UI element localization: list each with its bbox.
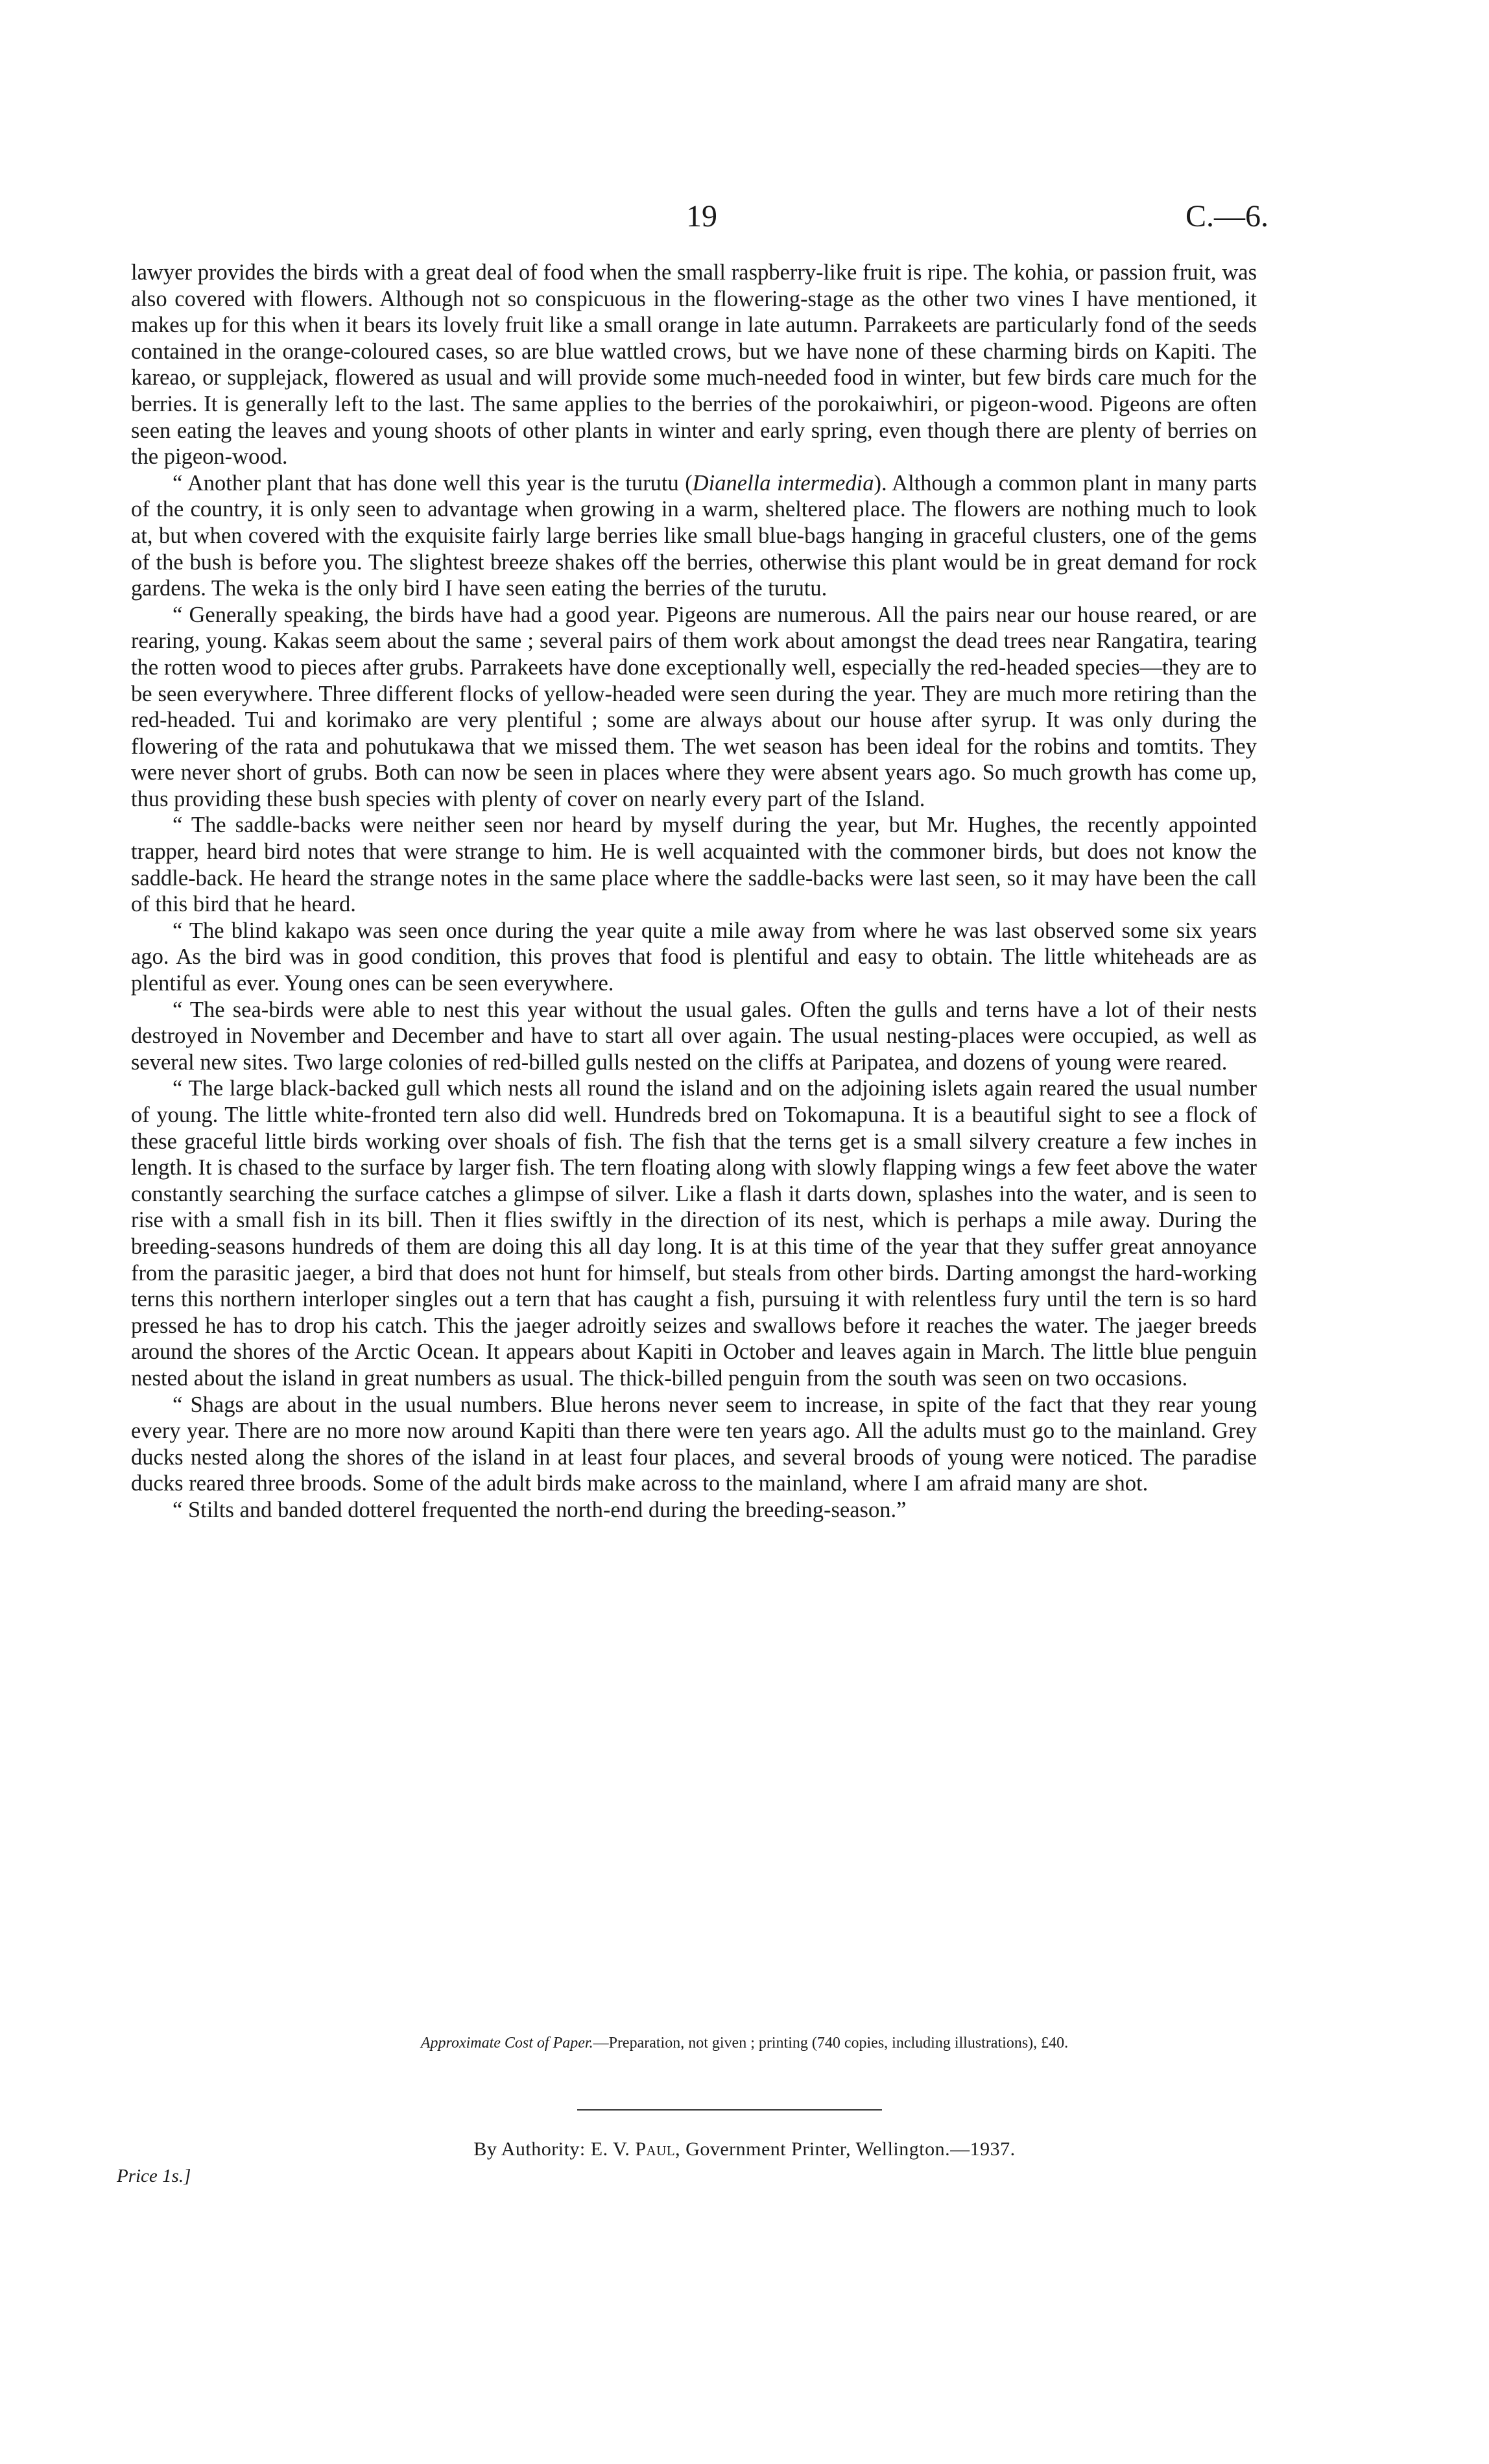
authority-pre: By Authority: E. V. [473,2138,636,2160]
paragraph-gulls-terns: “ The large black-backed gull which nests all round the island and on the adjoining islets again reared the usual number of young. The little white-fronted tern also did well. Hundreds bred on Tokomapuna. It is a beautiful sight to see a flock of these graceful little birds working over shoals of fish. The fish that the terns get is a small silvery creature a few inches in length. It is chased to the surface by larger fish. The tern floating along with slowly flapping wings a few feet above the water constantly searching the surface catches a glimpse of silver. Like a flash it darts down, splashes into the water, and is seen to rise with a small fish in its bill. Then it flies swiftly in the direction of its nest, which is perhaps a mile away. During the breeding-seasons hundreds of them are doing this all day long. It is at this time of the year that they suffer great annoyance from the parasitic jaeger, a bird that does not hunt for himself, but steals from other birds. Darting amongst the hard-working terns this northern interloper singles out a tern that has caught a fish, pursuing it with relentless fury until the tern is so hard pressed he has to drop his catch. This the jaeger adroitly seizes and swallows before it reaches the water. The jaeger breeds around the shores of the Arctic Ocean. It appears about Kapiti in October and leaves again in March. The little blue penguin nested about the island in great numbers as usual. The thick-billed penguin from the south was seen on two occasions. [131,1076,1257,1391]
authority-post: , Government Printer, Wellington.—1937. [675,2138,1016,2160]
body-text [131,259,1257,1524]
footer-divider [577,2109,882,2111]
cost-note-label: Approximate Cost of Paper. [420,2035,593,2051]
paragraph-turutu-pre: “ Another plant that has done well this year is the turutu ( [173,470,693,496]
paragraph-lawyer-vines: lawyer provides the birds with a great deal of food when the small raspberry-like fruit is ripe. The kohia, or passion fruit, was also covered with flowers. Although not so conspicuous in the flowering-stage as the other two vines I have mentioned, it makes up for this when it bears its lovely fruit like a small orange in late autumn. Parrakeets are particularly fond of the seeds contained in the orange-coloured cases, so are blue wattled crows, but we have none of these charming birds on Kapiti. The kareao, or supplejack, flowered as usual and will provide some much-needed food in winter, but few birds care much for the berries. It is generally left to the last. The same applies to the berries of the porokaiwhiri, or pigeon-wood. Pigeons are often seen eating the leaves and young shoots of other plants in winter and early spring, even though there are plenty of berries on the pigeon-wood. [131,260,1257,470]
printer-authority [0,2138,1489,2160]
printer-name: Paul [635,2138,676,2160]
page-number: 19 [686,199,717,233]
paragraph-shags-ducks: “ Shags are about in the usual numbers. Blue herons never seem to increase, in spite of the fact that they rear young every year. There are no more now around Kapiti than there were ten years ago. All the adults must go to the mainland. Grey ducks nested along the shores of the island in at least four places, and several broods of young were noticed. The paradise ducks reared three broods. Some of the adult birds make across to the mainland, where I am afraid many are shot. [131,1392,1257,1496]
paragraph-good-year: “ Generally speaking, the birds have had a good year. Pigeons are numerous. All the pairs near our house reared, or are rearing, young. Kakas seem about the same ; several pairs of them work about amongst the dead trees near Rangatira, tearing the rotten wood to pieces after grubs. Parrakeets have done exceptionally well, especially the red-headed species—they are to be seen everywhere. Three different flocks of yellow-headed were seen during the year. They are much more retiring than the red-headed. Tui and korimako are very plentiful ; some are always about our house after syrup. It was only during the flowering of the rata and pohutukawa that we missed them. The wet season has been ideal for the robins and tomtits. They were never short of grubs. Both can now be seen in places where they were absent years ago. So much growth has come up, thus providing these bush species with plenty of cover on nearly every part of the Island. [131,602,1257,811]
paragraph-sea-birds: “ The sea-birds were able to nest this year without the usual gales. Often the gulls and terns have a lot of their nests destroyed in November and December and have to start all over again. The usual nesting-places were occupied, as well as several new sites. Two large colonies of red-billed gulls nested on the cliffs at Paripatea, and dozens of young were reared. [131,997,1257,1075]
document-reference: C.—6. [1185,199,1269,233]
species-name-italic: Dianella intermedia [692,470,874,496]
paragraph-stilts: “ Stilts and banded dotterel frequented the north-end during the breeding-season.” [173,1497,907,1522]
cost-note-text: —Preparation, not given ; printing (740 copies, including illustrations), £40. [593,2035,1069,2051]
paragraph-kakapo: “ The blind kakapo was seen once during the year quite a mile away from where he was last observed some six years ago. As the bird was in good condition, this proves that food is plentiful and easy to obtain. The little whiteheads are as plentiful as ever. Young ones can be seen everywhere. [131,918,1257,996]
paragraph-turutu [131,470,1257,602]
cost-note [0,2035,1489,2052]
paragraph-saddle-backs: “ The saddle-backs were neither seen nor heard by myself during the year, but Mr. Hughes, the recently appointed trapper, heard bird notes that were strange to him. He is well acquainted with the commoner birds, but does not know the saddle-back. He heard the strange notes in the same place where the saddle-backs were last seen, so it may have been the call of this bird that he heard. [131,813,1257,917]
price-label: Price 1s.] [117,2166,191,2186]
paragraph-turutu-post: ). Although a common plant in many parts of the country, it is only seen to advantage when growing in a warm, sheltered place. The flowers are nothing much to look at, but when covered with the exquisite fairly large berries like small blue-bags hanging in graceful clusters, one of the gems of the bush is before you. The slightest breeze shakes off the berries, otherwise this plant would be in great demand for rock gardens. The weka is the only bird I have seen eating the berries of the turutu. [131,470,1257,601]
